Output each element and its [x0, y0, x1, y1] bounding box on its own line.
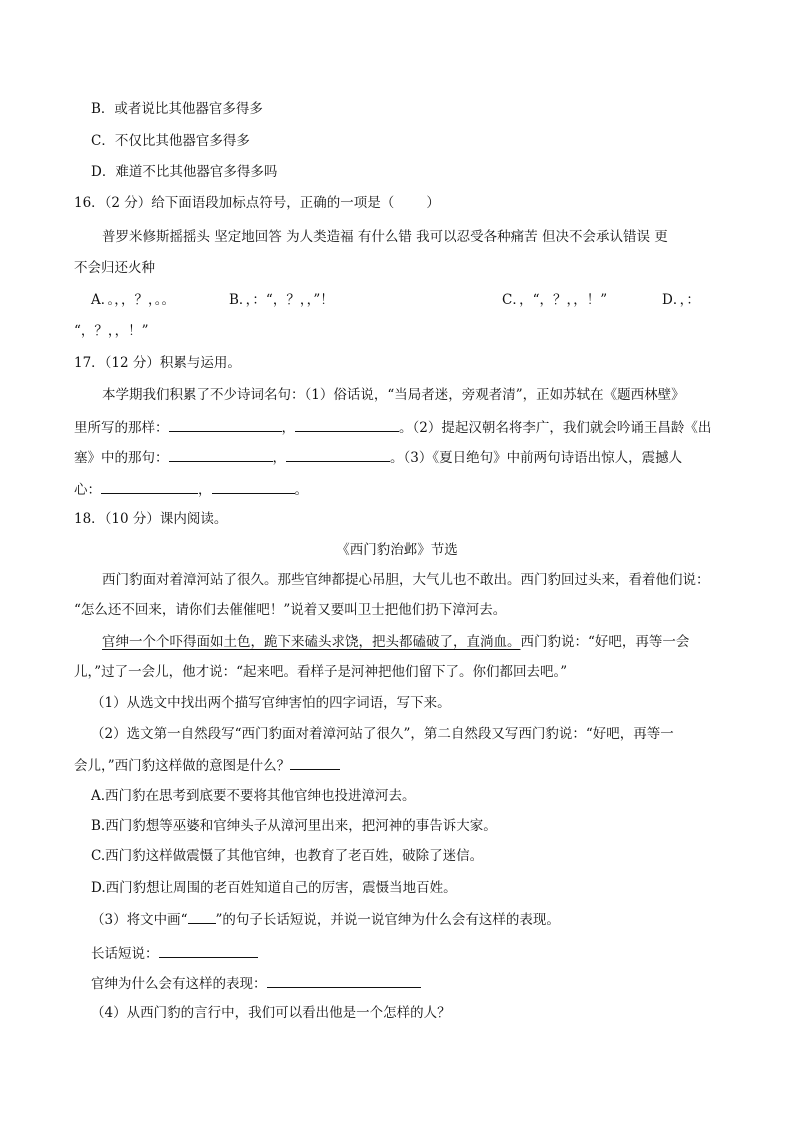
- poem-blank-2[interactable]: [295, 417, 399, 432]
- short-answer-row: [91, 943, 258, 964]
- reason-label: 官绅为什么会有这样的表现：: [91, 976, 267, 992]
- poem-blank-3[interactable]: [169, 447, 273, 462]
- poem-blank-5[interactable]: [101, 479, 198, 494]
- q17-stem: 17．（12 分）积累与运用。: [74, 355, 241, 371]
- passage-p1-line-1: 西门豹面对着漳河站了很久。那些官绅都提心吊胆，大气儿也不敢出。西门豹回过头来，看着他们说：: [102, 572, 710, 588]
- choice-d: D.西门豹想让周围的老百姓知道自己的厉害，震慑当地百姓。: [91, 880, 457, 896]
- q15-option-b: B．或者说比其他器官多得多: [91, 101, 263, 117]
- q16-option-c: C．，“，？，，！”: [502, 292, 608, 308]
- passage-p2-line-1: [102, 632, 689, 652]
- short-answer-label: 长话短说：: [91, 946, 159, 962]
- q16-passage-line-1: 普罗米修斯摇摇头 坚定地回答 为人类造福 有什么错 我可以忍受各种痛苦 但决不会承认错误 更: [102, 229, 668, 245]
- underline-sample: [188, 911, 216, 924]
- passage-title: 《西门豹治邺》节选: [336, 542, 458, 558]
- q17-line-1: 本学期我们积累了不少诗词名句：（1）俗话说，“当局者迷，旁观者清”，正如苏轼在《题西林壁》: [102, 387, 685, 403]
- choice-answer-blank[interactable]: [290, 755, 340, 770]
- period: 。: [294, 482, 308, 498]
- reason-blank[interactable]: [267, 973, 421, 988]
- passage-p2-rest: 西门豹说：“好吧，再等一会: [520, 634, 690, 650]
- choice-c: C.西门豹这样做震慑了其他官绅，也教育了老百姓，破除了迷信。: [91, 848, 484, 864]
- q17-line-4-text: 心：: [74, 482, 101, 498]
- q16-option-a: A．。，，？，。。: [91, 292, 175, 308]
- q16-option-b: B．，：“，？，，”！: [229, 292, 334, 308]
- reason-row: [91, 973, 421, 994]
- q17-line-3-text: 塞》中的那句：: [74, 450, 169, 466]
- comma: ，: [272, 450, 286, 466]
- q17-line-2-rest: 。（2）提起汉朝名将李广，我们就会吟诵王昌龄《出: [399, 420, 712, 436]
- q15-option-c: C．不仅比其他器官多得多: [91, 133, 250, 149]
- poem-blank-6[interactable]: [212, 479, 295, 494]
- short-answer-blank[interactable]: [159, 943, 258, 958]
- subquestion-3-text: （3）将文中画“: [91, 912, 188, 928]
- q16-stem: [74, 193, 440, 213]
- comma: ，: [281, 420, 295, 436]
- q15-option-d: D．难道不比其他器官多得多吗: [91, 164, 278, 180]
- passage-p2-line-2: 儿，”过了一会儿，他才说：“起来吧。看样子是河神把他们留下了。你们都回去吧。”: [74, 664, 568, 680]
- poem-blank-1[interactable]: [169, 417, 282, 432]
- q16-passage-line-2: 不会归还火种: [74, 260, 155, 276]
- passage-p1-line-2: “怎么还不回来，请你们去催催吧！”说着又要叫卫士把他们扔下漳河去。: [74, 602, 507, 618]
- q17-line-3: [74, 447, 682, 468]
- subquestion-1: （1）从选文中找出两个描写官绅害怕的四字词语，写下来。: [91, 695, 451, 711]
- underlined-sentence: 官绅一个个吓得面如土色，跪下来磕头求饶，把头都磕破了，直淌血。: [102, 634, 521, 650]
- subquestion-3: [91, 910, 560, 930]
- q16-stem-text: 16．（2 分）给下面语段加标点符号，正确的一项是（: [74, 195, 395, 211]
- q16-stem-close: ）: [426, 195, 440, 211]
- subquestion-3-rest: ”的句子长话短说，并说一说官绅为什么会有这样的表现。: [215, 912, 560, 928]
- choice-a: A.西门豹在思考到底要不要将其他官绅也投进漳河去。: [91, 788, 416, 804]
- q18-stem: 18．（10 分）课内阅读。: [74, 511, 228, 527]
- q17-line-3-rest: 。（3）《夏日绝句》中前两句诗语出惊人，震撼人: [390, 450, 683, 466]
- subquestion-2-line-2: [74, 755, 340, 776]
- comma: ，: [198, 482, 212, 498]
- q17-line-2: [74, 417, 711, 438]
- subquestion-2-line-1: （2）选文第一自然段写“西门豹面对着漳河站了很久”，第二自然段又写西门豹说：“好吧，再等一: [91, 726, 674, 742]
- choice-b: B.西门豹想等巫婆和官绅头子从漳河里出来，把河神的事告诉大家。: [91, 818, 497, 834]
- q17-line-2-text: 里所写的那样：: [74, 420, 169, 436]
- q17-line-4: [74, 479, 308, 500]
- q16-option-d: D．，：: [662, 292, 700, 308]
- poem-blank-4[interactable]: [286, 447, 390, 462]
- subquestion-4: （4）从西门豹的言行中，我们可以看出他是一个怎样的人？: [91, 1005, 451, 1021]
- subquestion-2-text: 会儿，”西门豹这样做的意图是什么？: [74, 758, 291, 774]
- q16-option-d-continued: “，？，，！”: [74, 323, 149, 339]
